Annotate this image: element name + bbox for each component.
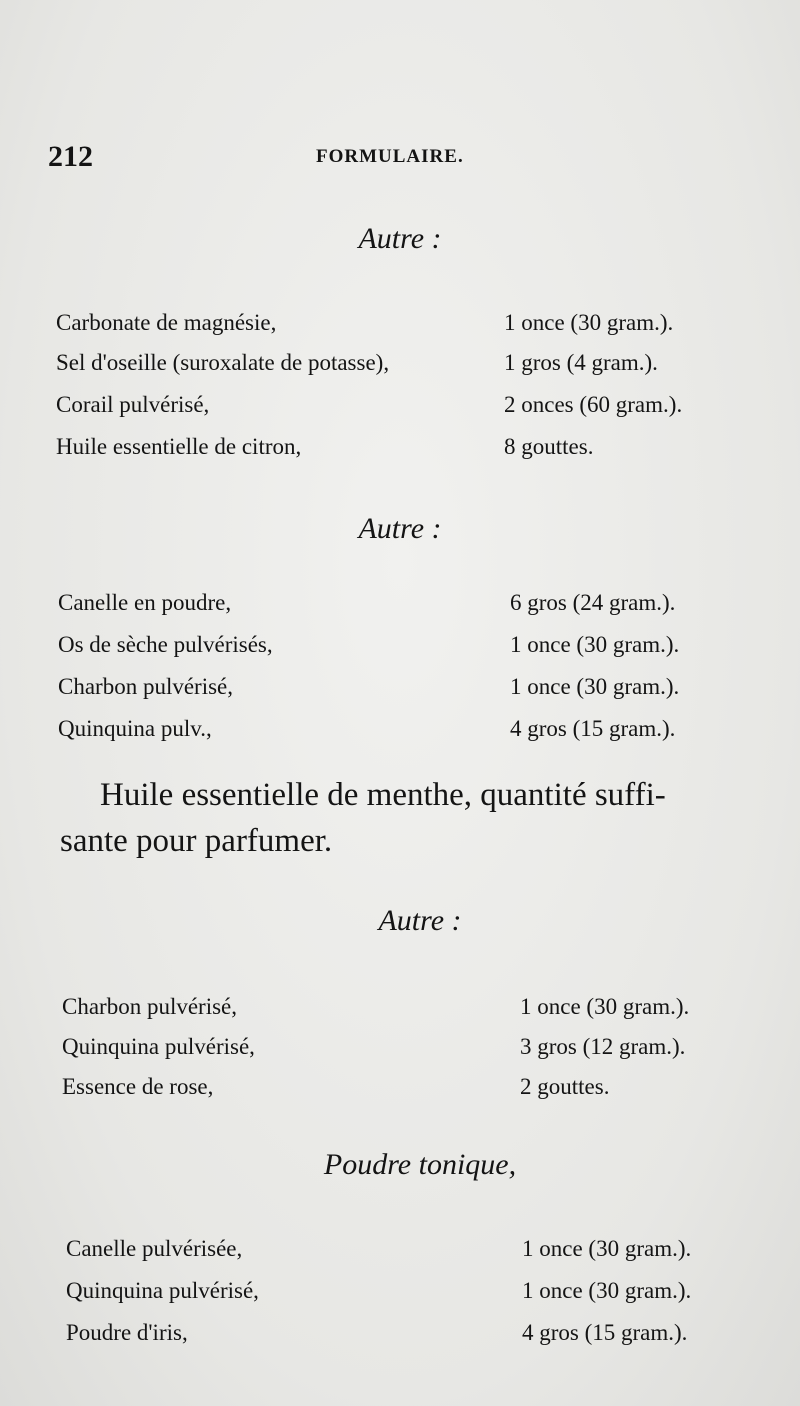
- recipe-note: [60, 772, 760, 864]
- quantity: 8 gouttes.: [504, 434, 594, 459]
- ingredient: Carbonate de magnésie,: [56, 310, 277, 335]
- running-title: FORMULAIRE.: [316, 146, 464, 167]
- quantity: 1 once (30 gram.).: [504, 310, 674, 335]
- quantity: 1 once (30 gram.).: [510, 674, 680, 699]
- recipe-row: [66, 1320, 766, 1356]
- recipe-row: [66, 1236, 766, 1272]
- quantity: 4 gros (15 gram.).: [510, 716, 676, 741]
- recipe-row: [62, 994, 762, 1030]
- quantity: 1 once (30 gram.).: [510, 632, 680, 657]
- recipe-row: [66, 1278, 766, 1314]
- note-line: sante pour parfumer.: [60, 823, 333, 859]
- quantity: 6 gros (24 gram.).: [510, 590, 676, 615]
- page-number: 212: [48, 140, 93, 173]
- recipe-row: [62, 1034, 762, 1070]
- ingredient: Poudre d'iris,: [66, 1320, 188, 1345]
- recipe-row: [56, 434, 756, 470]
- ingredient: Quinquina pulvérisé,: [62, 1034, 255, 1059]
- ingredient: Sel d'oseille (suroxalate de potasse),: [56, 350, 390, 375]
- ingredient: Charbon pulvérisé,: [62, 994, 238, 1019]
- quantity: 3 gros (12 gram.).: [520, 1034, 686, 1059]
- ingredient: Os de sèche pulvérisés,: [58, 632, 273, 657]
- note-line: Huile essentielle de menthe, quantité suffi-: [100, 777, 666, 813]
- quantity: 1 once (30 gram.).: [520, 994, 690, 1019]
- recipe-row: [58, 632, 758, 668]
- quantity: 2 onces (60 gram.).: [504, 392, 683, 417]
- quantity: 1 once (30 gram.).: [522, 1236, 692, 1261]
- ingredient: Essence de rose,: [62, 1074, 214, 1099]
- quantity: 1 once (30 gram.).: [522, 1278, 692, 1303]
- recipe-row: [56, 350, 756, 386]
- section-title: Poudre tonique,: [323, 1148, 517, 1181]
- section-title: Autre :: [378, 904, 462, 937]
- quantity: 4 gros (15 gram.).: [522, 1320, 688, 1345]
- ingredient: Canelle en poudre,: [58, 590, 232, 615]
- ingredient: Quinquina pulv.,: [58, 716, 212, 741]
- section-title: Autre :: [358, 222, 442, 255]
- page-header: [48, 140, 748, 180]
- recipe-row: [62, 1074, 762, 1110]
- ingredient: Huile essentielle de citron,: [56, 434, 302, 459]
- recipe-row: [58, 674, 758, 710]
- ingredient: Canelle pulvérisée,: [66, 1236, 243, 1261]
- section-title: Autre :: [358, 512, 442, 545]
- recipe-row: [56, 392, 756, 428]
- quantity: 2 gouttes.: [520, 1074, 610, 1099]
- ingredient: Quinquina pulvérisé,: [66, 1278, 259, 1303]
- ingredient: Charbon pulvérisé,: [58, 674, 234, 699]
- recipe-row: [58, 590, 758, 626]
- quantity: 1 gros (4 gram.).: [504, 350, 658, 375]
- ingredient: Corail pulvérisé,: [56, 392, 210, 417]
- recipe-row: [58, 716, 758, 752]
- recipe-row: [56, 310, 756, 346]
